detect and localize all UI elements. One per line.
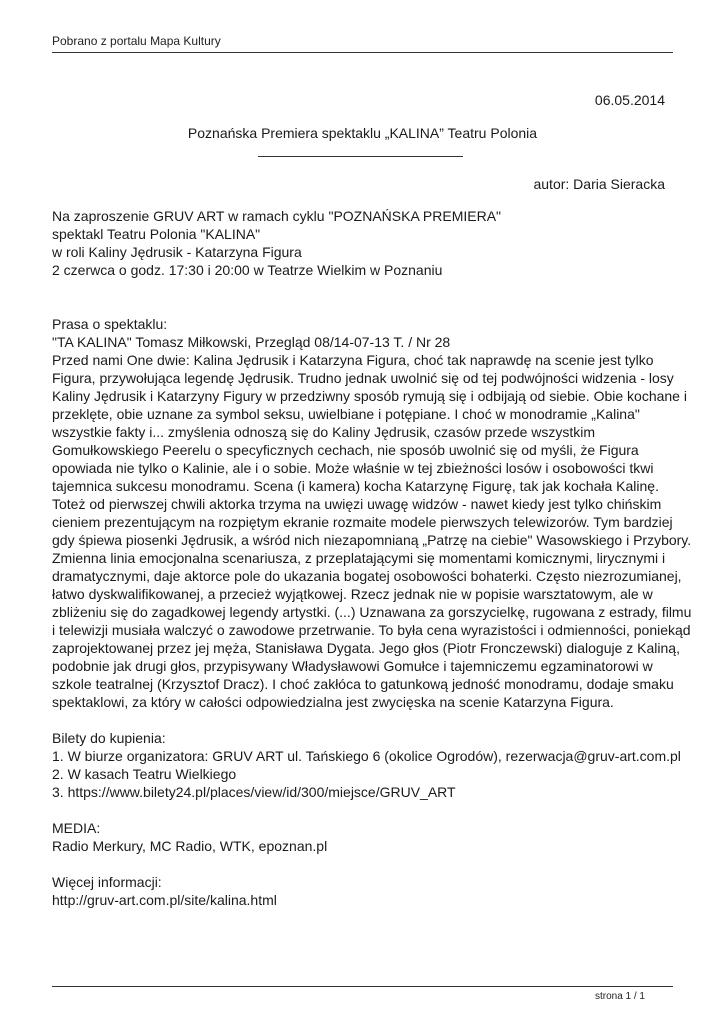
intro-line: Na zaproszenie GRUV ART w ramach cyklu "POZNAŃSKA PREMIERA" — [52, 208, 502, 224]
footer-divider — [52, 986, 673, 987]
media-section — [52, 819, 672, 855]
tickets-heading: Bilety do kupienia: — [52, 730, 166, 746]
media-heading: MEDIA: — [52, 820, 101, 836]
press-line: Toteż od pierwszej chwili aktorka trzyma na uwięzi uwagę widzów - nawet kiedy jest tylko chińskim — [52, 496, 662, 512]
press-line: Przed nami One dwie: Kalina Jędrusik i Katarzyna Figura, choć tak naprawdę na scenie jest tylko — [52, 352, 654, 368]
press-line: łatwo dyskwalifikowanej, a przecież wyjątkowej. Rzecz jednak nie w popisie warsztatowym, ale w — [52, 586, 653, 602]
document-body — [52, 207, 692, 909]
intro-section — [52, 207, 672, 279]
press-line: Gomułkowskiego Peerelu o specyficznych cechach, nie sposób uwolnić się od myśli, że Figura — [52, 442, 639, 458]
document-title: Poznańska Premiera spektaklu „KALINA” Teatru Polonia — [187, 125, 538, 141]
press-line: wszystkie fakty i... zmyślenia odnoszą się do Kaliny Jędrusik, czasów przede wszystkim — [52, 424, 596, 440]
page-number: strona 1 / 1 — [594, 991, 645, 1002]
press-line: przeklęte, obie uznane za symbol seksu, uwielbiane i potępiane. I choć w monodramie „Kalina" — [52, 406, 640, 422]
press-line: i telewizji musiała walczyć o zawodowe przetrwanie. To była cena wyrazistości i odmienności, poniekąd — [52, 622, 691, 638]
page-header-source: Pobrano z portalu Mapa Kultury — [52, 34, 221, 48]
press-heading: Prasa o spektaklu: — [52, 316, 168, 332]
header-divider — [52, 52, 673, 53]
tickets-section — [52, 729, 681, 801]
press-line: Zmienna linia emocjonalna scenariusza, z przeplatającymi się momentami komicznymi, lirycznymi i — [52, 550, 666, 566]
more-info-link[interactable]: http://gruv-art.com.pl/site/kalina.html — [52, 892, 277, 908]
press-line: gdy śpiewa piosenki Jędrusik, a wśród nich niezapomnianą „Patrzę na ciebie" Wasowskiego i Przybory. — [52, 532, 692, 548]
document-date: 06.05.2014 — [594, 92, 665, 108]
media-list: Radio Merkury, MC Radio, WTK, epoznan.pl — [52, 838, 328, 854]
press-line: tajemnica sukcesu monodramu. Scena (i kamera) kocha Katarzynę Figurę, tak jak kochała Kalinę. — [52, 478, 659, 494]
ticket-item: 2. W kasach Teatru Wielkiego — [52, 766, 237, 782]
press-line: Kaliny Jędrusik i Katarzyny Figury w przedziwny sposób rymują się i odbijają od siebie. Obie kochane i — [52, 388, 687, 404]
press-line: zbliżeniu się do zagadkowej legendy artystki. (...) Uznawana za gorszycielkę, rugowana z estrady, filmu — [52, 604, 692, 620]
title-underline — [258, 156, 463, 157]
ticket-item: 1. W biurze organizatora: GRUV ART ul. Tańskiego 6 (okolice Ogrodów), rezerwacja@gruv-art.com.pl — [52, 748, 681, 764]
press-line: szkole teatralnej (Krzysztof Dracz). I choć zakłóca to gatunkową jedność monodramu, dodaje smaku — [52, 676, 674, 692]
intro-line: w roli Kaliny Jędrusik - Katarzyna Figura — [52, 244, 302, 260]
intro-line: spektakl Teatru Polonia "KALINA" — [52, 226, 261, 242]
more-info-section — [52, 873, 672, 909]
press-line: dramatycznymi, daje aktorce pole do ukazania bogatej osobowości bohaterki. Często niezrozumianej, — [52, 568, 682, 584]
press-line: podobnie jak drugi głos, przypisywany Władysławowi Gomułce i tajemniczemu egzaminatorowi w — [52, 658, 653, 674]
press-section — [52, 315, 692, 711]
press-line: zaprojektowanej przez jej męża, Stanisława Dygata. Jego głos (Piotr Fronczewski) dialoguje z Kaliną, — [52, 640, 680, 656]
press-line: cieniem prezentującym na rozpiętym ekranie rozmaite modele pierwszych telewizorów. Tym bardziej — [52, 514, 673, 530]
ticket-item-link[interactable]: 3. https://www.bilety24.pl/places/view/id/300/miejsce/GRUV_ART — [52, 784, 456, 800]
press-line: Figura, przywołująca legendę Jędrusik. Trudno jednak uwolnić się od tej podwójności widzenia - losy — [52, 370, 674, 386]
press-citation: "TA KALINA" Tomasz Miłkowski, Przegląd 08/14-07-13 T. / Nr 28 — [52, 334, 451, 350]
press-line: spektaklowi, za który w całości odpowiedzialna jest zwycięska na scenie Katarzyna Figura. — [52, 694, 614, 710]
intro-line: 2 czerwca o godz. 17:30 i 20:00 w Teatrze Wielkim w Poznaniu — [52, 262, 443, 278]
document-author: autor: Daria Sieracka — [533, 176, 665, 192]
press-line: opowiada nie tylko o Kalinie, ale i o sobie. Może właśnie w tej zbieżności losów i osobowości tkwi — [52, 460, 654, 476]
more-info-heading: Więcej informacji: — [52, 874, 162, 890]
